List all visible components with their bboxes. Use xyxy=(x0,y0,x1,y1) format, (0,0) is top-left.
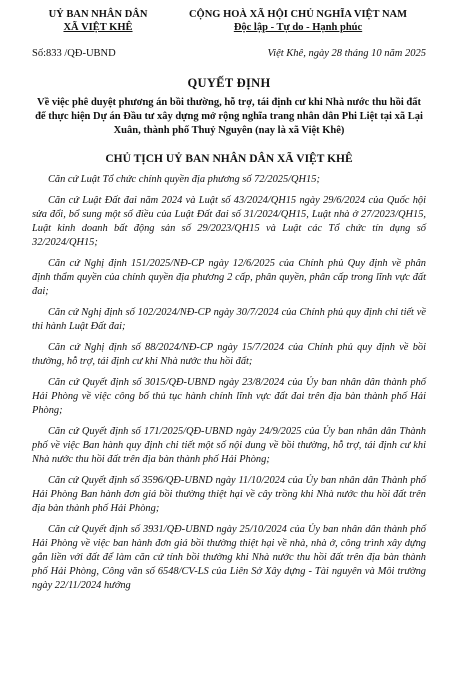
motto-line-1: CỘNG HOÀ XÃ HỘI CHỦ NGHĨA VIỆT NAM xyxy=(188,9,408,20)
basis-paragraph: Căn cứ Nghị định 151/2025/NĐ-CP ngày 12/6/2025 của Chính phủ Quy định về phân định thẩm quyền của chính quyền địa phương 2 cấp, phân quyền, phân cấp trong lĩnh vực đất đai; xyxy=(32,258,426,297)
basis-paragraph: Căn cứ Luật Đất đai năm 2024 và Luật số 43/2024/QH15 ngày 29/6/2024 của Quốc hội sửa đổi, bổ sung một số điều của Luật Đất đai số 31/2024/QH15, Luật nhà ở 27/2023/QH15, Luật kinh doanh bất động sản số 29/2023/QH15 và Luật các Tổ chức tín dụng số 32/2024/QH15; xyxy=(32,195,426,248)
basis-paragraph: Căn cứ Nghị định số 88/2024/NĐ-CP ngày 15/7/2024 của Chính phủ quy định về bồi thường, hỗ trợ, tái định cư khi Nhà nước thu hồi đất; xyxy=(32,342,426,367)
place-date: Việt Khê, ngày 28 tháng 10 năm 2025 xyxy=(267,48,426,59)
basis-paragraph: Căn cứ Luật Tổ chức chính quyền địa phương số 72/2025/QH15; xyxy=(48,174,320,185)
document-number: Số:833 /QĐ-UBND xyxy=(32,48,116,59)
issuing-agency xyxy=(32,8,164,34)
basis-paragraph: Căn cứ Quyết định số 171/2025/QĐ-UBND ngày 24/9/2025 của Ủy ban nhân dân Thành phố về việc Ban hành quy định chi tiết một số nội dung về bồi thường, hỗ trợ, tái định cư khi Nhà nước thu hồi đất trên địa bàn thành phố Hải Phòng; xyxy=(32,426,426,465)
national-motto xyxy=(170,8,426,34)
basis-paragraph: Căn cứ Quyết định số 3596/QĐ-UBND ngày 11/10/2024 của Ủy ban nhân dân Thành phố Hải Phòng Ban hành đơn giá bồi thường thiệt hại về cây trồng khi Nhà nước thu hồi đất trên địa bàn thành phố Hải Phòng; xyxy=(32,475,426,514)
basis-paragraph: Căn cứ Quyết định số 3931/QĐ-UBND ngày 25/10/2024 của Ủy ban nhân dân thành phố Hải Phòng về việc ban hành đơn giá bồi thường thiệt hại về nhà, nhà ở, công trình xây dựng gắn liền với đất để làm căn cứ tính bồi thường khi Nhà nước thu hồi đất trên địa bàn thành phố Hải Phòng, Công văn số 6548/CV-LS của Liên Sở Xây dựng - Tài nguyên và Môi trường ngày 22/11/2024 hướng xyxy=(32,524,426,591)
document-header xyxy=(32,0,426,34)
motto-line-2: Độc lập - Tự do - Hạnh phúc xyxy=(233,22,363,33)
reference-line xyxy=(32,47,426,60)
agency-line-1: UỶ BAN NHÂN DÂN xyxy=(48,9,148,20)
issuing-authority: CHỦ TỊCH UỶ BAN NHÂN DÂN XÃ VIỆT KHÊ xyxy=(105,153,353,165)
legal-basis xyxy=(32,173,426,593)
basis-paragraph: Căn cứ Quyết định số 3015/QĐ-UBND ngày 23/8/2024 của Ủy ban nhân dân thành phố Hải Phòng về việc công bố thủ tục hành chính lĩnh vực đất đai trên địa bàn thành phố Hải Phòng; xyxy=(32,377,426,416)
agency-line-2: XÃ VIỆT KHÊ xyxy=(63,22,133,33)
document-title: QUYẾT ĐỊNH xyxy=(187,76,271,90)
document-subject: Về việc phê duyệt phương án bồi thường, hỗ trợ, tái định cư khi Nhà nước thu hồi đất để thực hiện Dự án Đầu tư xây dựng mở rộng nghĩa trang nhân dân Phi Liệt tại xã Lại Xuân, thành phố Thuỷ Nguyên (nay là xã Việt Khê) xyxy=(35,97,423,136)
basis-paragraph: Căn cứ Nghị định số 102/2024/NĐ-CP ngày 30/7/2024 của Chính phủ quy định chi tiết về thi hành Luật Đất đai; xyxy=(32,307,426,332)
